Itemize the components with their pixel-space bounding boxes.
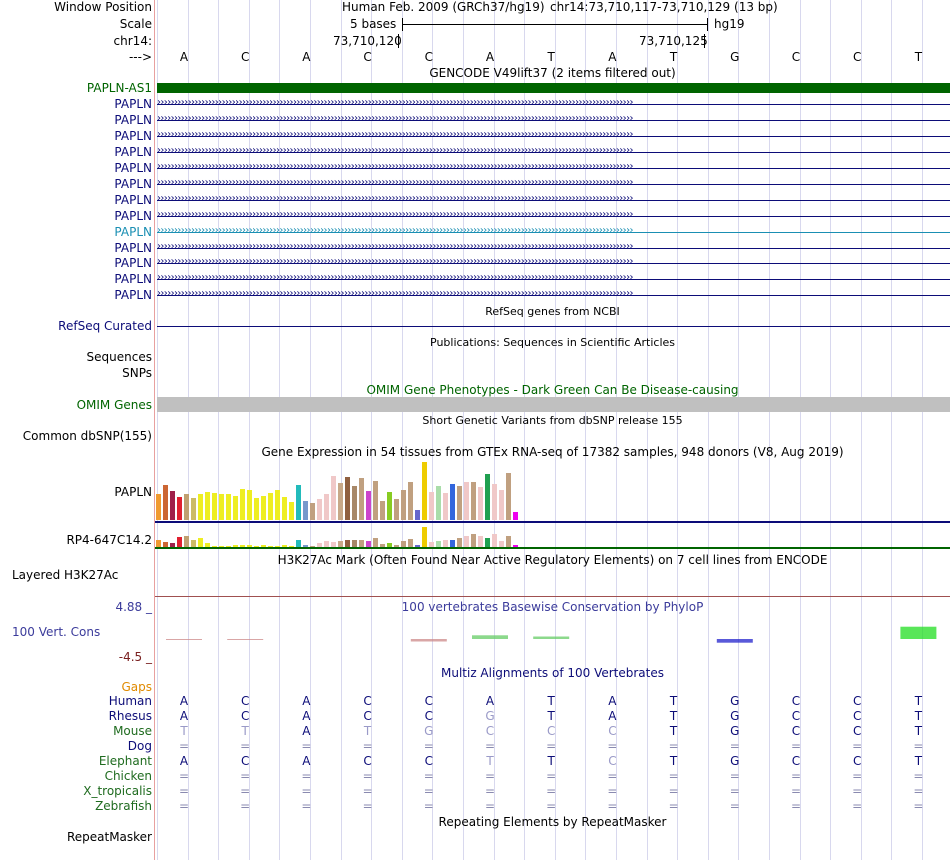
gtex-tissue-bar[interactable]	[296, 540, 301, 547]
publications-title: Publications: Sequences in Scientific Articles	[430, 336, 675, 349]
gtex-papln-baseline	[155, 521, 950, 523]
refseq-title: RefSeq genes from NCBI	[485, 305, 620, 318]
alignment-base: T	[669, 754, 678, 768]
coord-left: 73,710,120	[333, 34, 402, 48]
scale-bar-left-tick	[402, 18, 403, 31]
alignment-base: G	[730, 754, 740, 768]
gtex-tissue-bar[interactable]	[198, 538, 203, 547]
alignment-base: =	[668, 784, 679, 798]
cons-ymax: 4.88 _	[115, 600, 152, 614]
gtex-tissue-bar[interactable]	[226, 494, 231, 520]
strand-arrows: ››››››››››››››››››››››››››››››››››››››››››››››››››››››››››››››››››››››››››››››››››››››››››››››››››››››››››››››››››››››››››››››››››››››››››››	[157, 160, 633, 172]
gtex-tissue-bar[interactable]	[170, 491, 175, 520]
species-label[interactable]: Human	[108, 694, 152, 708]
strand-arrows: ››››››››››››››››››››››››››››››››››››››››››››››››››››››››››››››››››››››››››››››››››››››››››››››››››››››››››››››››››››››››››››››››››››››››››››	[157, 97, 633, 108]
alignment-base: C	[852, 694, 862, 708]
gencode-item-label[interactable]: PAPLN	[114, 256, 152, 271]
scale-label: Scale	[119, 17, 152, 31]
gtex-tissue-bar[interactable]	[499, 490, 504, 520]
gtex-tissue-bar[interactable]	[373, 481, 378, 520]
conservation-score-mark	[411, 639, 447, 642]
alignment-base: C	[608, 754, 617, 768]
db-text: hg19	[714, 17, 745, 31]
alignment-base: C	[363, 709, 372, 723]
alignment-base: C	[485, 724, 495, 738]
alignment-base: G	[730, 724, 740, 738]
gtex-rp4-label[interactable]: RP4-647C14.2	[66, 533, 152, 547]
refseq-line[interactable]	[157, 326, 950, 327]
gtex-rp4-bars[interactable]	[155, 527, 535, 547]
alignment-base: =	[362, 769, 373, 783]
track-area[interactable]	[155, 0, 950, 860]
alignment-base: T	[914, 709, 923, 723]
conservation-label[interactable]: 100 Vert. Cons	[12, 625, 101, 639]
alignment-base: =	[790, 769, 802, 783]
gtex-tissue-bar[interactable]	[282, 497, 287, 520]
alignment-base: C	[791, 724, 801, 738]
gencode-item-label[interactable]: PAPLN	[114, 128, 152, 143]
alignment-base: T	[914, 754, 923, 768]
species-label[interactable]: Mouse	[113, 724, 152, 738]
alignment-base: =	[423, 739, 434, 753]
gtex-tissue-bar[interactable]	[401, 490, 406, 520]
strand-arrows: ››››››››››››››››››››››››››››››››››››››››››››››››››››››››››››››››››››››››››››››››››››››››››››››››››››››››››››››››››››››››››››››››››››››››››››	[157, 192, 633, 204]
gaps-label: Gaps	[121, 680, 152, 694]
alignment-base: =	[301, 799, 312, 813]
scale-bar	[402, 24, 707, 25]
base-letter: T	[547, 50, 555, 64]
alignment-base: =	[546, 739, 557, 753]
alignment-base: =	[607, 739, 618, 753]
chrom-label: chr14:	[113, 34, 152, 48]
alignment-base: =	[852, 799, 863, 813]
strand-arrows: ››››››››››››››››››››››››››››››››››››››››››››››››››››››››››››››››››››››››››››››››››››››››››››››››››››››››››››››››››››››››››››››››››››››››››››	[157, 176, 633, 188]
gtex-tissue-bar[interactable]	[436, 486, 441, 520]
species-label[interactable]: Rhesus	[108, 709, 152, 723]
base-letter: C	[852, 50, 862, 64]
gtex-tissue-bar[interactable]	[373, 538, 378, 547]
alignment-base: A	[302, 754, 311, 768]
repeatmasker-label[interactable]: RepeatMasker	[66, 830, 152, 844]
alignment-base: =	[790, 799, 802, 813]
gtex-tissue-bar[interactable]	[275, 490, 280, 520]
gtex-papln-label[interactable]: PAPLN	[114, 485, 152, 499]
alignment-base: =	[913, 739, 924, 753]
conservation-title: 100 vertebrates Basewise Conservation by PhyloP	[401, 600, 704, 614]
alignment-base: =	[178, 769, 190, 783]
gtex-tissue-bar[interactable]	[177, 537, 182, 547]
gtex-tissue-bar[interactable]	[450, 540, 455, 547]
alignment-base: T	[914, 694, 923, 708]
alignment-base: =	[240, 769, 251, 783]
h3k27ac-title: H3K27Ac Mark (Often Found Near Active Regulatory Elements) on 7 cell lines from ENCODE	[277, 553, 828, 567]
gtex-rp4-baseline	[155, 547, 950, 549]
base-letter: A	[485, 50, 495, 64]
species-label[interactable]: Elephant	[98, 754, 152, 768]
gtex-tissue-bar[interactable]	[387, 492, 392, 520]
strand-arrows: ››››››››››››››››››››››››››››››››››››››››››››››››››››››››››››››››››››››››››››››››››››››››››››››››››››››››››››››››››››››››››››››››››››››››››››	[157, 272, 633, 284]
gtex-tissue-bar[interactable]	[324, 494, 329, 520]
conservation-score-mark	[166, 639, 202, 640]
alignment-base: =	[729, 799, 740, 813]
alignment-base: =	[668, 799, 679, 813]
strand-label: --->	[128, 50, 152, 64]
alignment-base: =	[362, 799, 373, 813]
gtex-tissue-bar[interactable]	[422, 527, 427, 547]
strand-arrows: ››››››››››››››››››››››››››››››››››››››››››››››››››››››››››››››››››››››››››››››››››››››››››››››››››››››››››››››››››››››››››››››››››››››››››››	[157, 128, 633, 140]
gtex-tissue-bar[interactable]	[485, 538, 490, 547]
species-label[interactable]: Dog	[127, 739, 152, 753]
species-label[interactable]: X_tropicalis	[83, 784, 152, 798]
scale-text: 5 bases	[350, 17, 397, 31]
base-letter: G	[730, 50, 740, 64]
gtex-papln-bars[interactable]	[155, 460, 535, 520]
gtex-tissue-bar[interactable]	[191, 540, 196, 547]
gtex-tissue-bar[interactable]	[156, 540, 161, 547]
gtex-tissue-bar[interactable]	[506, 473, 511, 520]
gtex-title: Gene Expression in 54 tissues from GTEx RNA-seq of 17382 samples, 948 donors (V8, Aug 2019)	[261, 445, 844, 459]
base-letter: A	[302, 50, 311, 64]
base-letter: C	[424, 50, 433, 64]
alignment-base: C	[791, 754, 801, 768]
alignment-base: =	[484, 739, 496, 753]
gencode-item-label[interactable]: PAPLN	[114, 208, 152, 223]
gtex-tissue-bar[interactable]	[345, 540, 350, 547]
gtex-tissue-bar[interactable]	[254, 498, 259, 520]
gtex-tissue-bar[interactable]	[450, 484, 455, 520]
repeatmasker-title: Repeating Elements by RepeatMasker	[438, 815, 667, 829]
gencode-item-label[interactable]: PAPLN	[114, 144, 152, 159]
alignment-base: T	[363, 724, 372, 738]
alignment-base: =	[913, 799, 924, 813]
alignment-base: T	[547, 709, 555, 723]
gtex-tissue-bar[interactable]	[191, 498, 196, 520]
alignment-base: =	[607, 769, 618, 783]
gtex-tissue-bar[interactable]	[177, 497, 182, 520]
alignment-base: =	[729, 739, 740, 753]
alignment-base: C	[424, 709, 433, 723]
alignment-base: =	[729, 769, 740, 783]
gtex-tissue-bar[interactable]	[338, 483, 343, 520]
omim-title: OMIM Gene Phenotypes - Dark Green Can Be Disease-causing	[366, 383, 739, 397]
base-letter: A	[179, 50, 189, 64]
alignment-base: T	[547, 694, 555, 708]
alignment-base: T	[180, 724, 188, 738]
gtex-tissue-bar[interactable]	[296, 485, 301, 520]
range-text: chr14:73,710,117-73,710,129 (13 bp)	[550, 0, 778, 14]
gtex-tissue-bar[interactable]	[212, 493, 217, 520]
gtex-tissue-bar[interactable]	[492, 534, 497, 547]
gtex-tissue-bar[interactable]	[233, 496, 238, 520]
gtex-tissue-bar[interactable]	[457, 538, 462, 547]
gtex-tissue-bar[interactable]	[471, 534, 476, 547]
alignment-base: A	[179, 694, 189, 708]
alignment-base: A	[302, 724, 311, 738]
alignment-base: T	[486, 754, 494, 768]
alignment-base: =	[852, 769, 863, 783]
coord-right: 73,710,125	[639, 34, 708, 48]
gencode-item-label[interactable]: PAPLN	[114, 224, 152, 239]
alignment-base: =	[362, 739, 373, 753]
alignment-base: =	[913, 784, 924, 798]
alignment-base: C	[424, 754, 433, 768]
omim-label[interactable]: OMIM Genes	[76, 398, 152, 412]
gtex-tissue-bar[interactable]	[352, 486, 357, 520]
gtex-tissue-bar[interactable]	[359, 540, 364, 547]
assembly-text: Human Feb. 2009 (GRCh37/hg19)	[342, 0, 545, 14]
gtex-tissue-bar[interactable]	[366, 491, 371, 520]
gtex-tissue-bar[interactable]	[478, 536, 483, 547]
gtex-tissue-bar[interactable]	[443, 493, 448, 520]
gtex-tissue-bar[interactable]	[219, 494, 224, 520]
gencode-item-label[interactable]: PAPLN	[114, 192, 152, 207]
alignment-base: C	[852, 724, 862, 738]
gtex-tissue-bar[interactable]	[240, 489, 245, 520]
gtex-tissue-bar[interactable]	[443, 540, 448, 547]
alignment-base: =	[790, 739, 802, 753]
gtex-tissue-bar[interactable]	[464, 536, 469, 547]
conservation-score-mark	[900, 627, 936, 639]
gencode-item-label[interactable]: PAPLN	[114, 112, 152, 127]
gtex-tissue-bar[interactable]	[156, 494, 161, 520]
strand-arrows: ››››››››››››››››››››››››››››››››››››››››››››››››››››››››››››››››››››››››››››››››››››››››››››››››››››››››››››››››››››››››››››››››››››››››››››	[157, 144, 633, 156]
gtex-tissue-bar[interactable]	[394, 499, 399, 520]
gencode-item-label[interactable]: PAPLN	[114, 272, 152, 287]
alignment-base: C	[546, 724, 556, 738]
alignment-base: =	[668, 739, 679, 753]
gtex-tissue-bar[interactable]	[485, 474, 490, 520]
coord-left-tick	[398, 34, 399, 48]
gtex-tissue-bar[interactable]	[317, 499, 322, 520]
alignment-base: T	[669, 694, 678, 708]
alignment-base: A	[179, 709, 189, 723]
alignment-base: C	[240, 709, 250, 723]
strand-arrows: ››››››››››››››››››››››››››››››››››››››››››››››››››››››››››››››››››››››››››››››››››››››››››››››››››››››››››››››››››››››››››››››››››››››››››››	[157, 256, 633, 268]
alignment-base: C	[363, 754, 372, 768]
alignment-base: =	[546, 784, 557, 798]
alignment-base: =	[607, 799, 618, 813]
gencode-title: GENCODE V49lift37 (2 items filtered out)	[429, 66, 676, 80]
coord-right-tick	[704, 34, 705, 48]
species-label[interactable]: Chicken	[104, 769, 152, 783]
alignment-base: =	[362, 784, 373, 798]
gtex-tissue-bar[interactable]	[247, 490, 252, 520]
gtex-tissue-bar[interactable]	[198, 494, 203, 520]
alignment-base: A	[608, 694, 617, 708]
alignment-base: =	[852, 739, 863, 753]
refseq-label[interactable]: RefSeq Curated	[58, 319, 152, 333]
alignment-base: C	[424, 694, 433, 708]
gencode-item-label[interactable]: PAPLN	[114, 97, 152, 111]
gtex-tissue-bar[interactable]	[331, 476, 336, 520]
alignment-base: C	[240, 754, 250, 768]
window-position-label: Window Position	[54, 0, 152, 14]
gencode-transcript-block[interactable]	[157, 83, 950, 93]
dbsnp-label[interactable]: Common dbSNP(155)	[22, 429, 152, 443]
gtex-tissue-bar[interactable]	[352, 540, 357, 547]
alignment-base: =	[546, 769, 557, 783]
gencode-item-label[interactable]: PAPLN	[114, 176, 152, 191]
gtex-tissue-bar[interactable]	[408, 482, 413, 520]
gtex-tissue-bar[interactable]	[422, 462, 427, 520]
h3k27ac-baseline	[155, 596, 950, 597]
alignment-base: =	[240, 799, 251, 813]
alignment-base: T	[241, 724, 249, 738]
alignment-base: C	[791, 709, 801, 723]
alignment-base: =	[178, 739, 190, 753]
species-label[interactable]: Zebrafish	[95, 799, 152, 813]
alignment-base: =	[729, 784, 740, 798]
scale-bar-right-tick	[707, 18, 708, 31]
publications-label[interactable]: Sequences	[86, 350, 152, 364]
alignment-base: =	[668, 769, 679, 783]
base-letter: T	[914, 50, 923, 64]
alignment-base: =	[178, 784, 190, 798]
alignment-base: =	[240, 739, 251, 753]
alignment-base: =	[301, 769, 312, 783]
base-letter: C	[240, 50, 250, 64]
gtex-tissue-bar[interactable]	[380, 501, 385, 520]
gtex-tissue-bar[interactable]	[163, 485, 168, 520]
base-letter: A	[608, 50, 617, 64]
omim-gene-bar[interactable]	[157, 397, 950, 412]
alignment-base: =	[852, 784, 863, 798]
strand-arrows: ››››››››››››››››››››››››››››››››››››››››››››››››››››››››››››››››››››››››››››››››››››››››››››››››››››››››››››››››››››››››››››››››››››››››››››	[157, 288, 633, 300]
gtex-tissue-bar[interactable]	[464, 482, 469, 520]
gtex-tissue-bar[interactable]	[303, 501, 308, 520]
alignment-base: =	[301, 739, 312, 753]
gtex-tissue-bar[interactable]	[415, 510, 420, 520]
gtex-tissue-bar[interactable]	[205, 492, 210, 520]
gtex-tissue-bar[interactable]	[478, 487, 483, 520]
gtex-tissue-bar[interactable]	[289, 502, 294, 520]
base-letter: T	[669, 50, 678, 64]
alignment-base: =	[484, 799, 496, 813]
alignment-base: C	[852, 709, 862, 723]
conservation-score-mark	[717, 639, 753, 643]
track-label-column	[0, 0, 155, 860]
base-letter: C	[791, 50, 801, 64]
strand-arrows: ››››››››››››››››››››››››››››››››››››››››››››››››››››››››››››››››››››››››››››››››››››››››››››››››››››››››››››››››››››››››››››››››››››››››››››	[157, 224, 633, 236]
gencode-item-label[interactable]: PAPLN	[114, 240, 152, 255]
cons-ymin: -4.5 _	[118, 650, 152, 664]
h3k27ac-label[interactable]: Layered H3K27Ac	[12, 568, 119, 582]
gtex-tissue-bar[interactable]	[359, 478, 364, 520]
alignment-base: A	[302, 694, 311, 708]
gtex-tissue-bar[interactable]	[184, 494, 189, 520]
strand-arrows: ››››››››››››››››››››››››››››››››››››››››››››››››››››››››››››››››››››››››››››››››››››››››››››››››››››››››››››››››››››››››››››››››››››››››››››	[157, 208, 633, 220]
alignment-base: =	[240, 784, 251, 798]
gtex-tissue-bar[interactable]	[261, 496, 266, 520]
conservation-score-mark	[472, 635, 508, 639]
alignment-base: A	[302, 709, 311, 723]
snps-label[interactable]: SNPs	[122, 366, 152, 380]
alignment-base: G	[730, 694, 740, 708]
alignment-base: =	[607, 784, 618, 798]
gtex-tissue-bar[interactable]	[471, 482, 476, 520]
gencode-item-label[interactable]: PAPLN	[114, 160, 152, 175]
gtex-tissue-bar[interactable]	[457, 486, 462, 520]
alignment-base: G	[730, 709, 740, 723]
gtex-tissue-bar[interactable]	[513, 512, 518, 520]
alignment-base: =	[790, 784, 802, 798]
alignment-base: C	[608, 724, 617, 738]
alignment-base: =	[178, 799, 190, 813]
alignment-base: T	[669, 724, 678, 738]
gtex-tissue-bar[interactable]	[429, 492, 434, 520]
alignment-base: T	[914, 724, 923, 738]
gtex-tissue-bar[interactable]	[345, 477, 350, 520]
strand-arrows: ››››››››››››››››››››››››››››››››››››››››››››››››››››››››››››››››››››››››››››››››››››››››››››››››››››››››››››››››››››››››››››››››››››››››››››	[157, 112, 633, 124]
alignment-base: C	[240, 694, 250, 708]
multiz-title: Multiz Alignments of 100 Vertebrates	[440, 666, 665, 680]
base-letter: C	[363, 50, 372, 64]
alignment-base: =	[484, 784, 496, 798]
strand-arrows: ››››››››››››››››››››››››››››››››››››››››››››››››››››››››››››››››››››››››››››››››››››››››››››››››››››››››››››››››››››››››››››››››››››››››››››	[157, 240, 633, 252]
alignment-base: =	[423, 799, 434, 813]
alignment-base: A	[179, 754, 189, 768]
gtex-tissue-bar[interactable]	[492, 484, 497, 520]
alignment-base: =	[423, 769, 434, 783]
gencode-item-label[interactable]: PAPLN	[114, 288, 152, 303]
alignment-base: =	[546, 799, 557, 813]
alignment-base: A	[608, 709, 617, 723]
gtex-tissue-bar[interactable]	[310, 503, 315, 520]
alignment-base: =	[484, 769, 496, 783]
alignment-base: A	[485, 694, 495, 708]
gtex-tissue-bar[interactable]	[184, 536, 189, 547]
alignment-base: G	[424, 724, 434, 738]
alignment-base: G	[485, 709, 495, 723]
alignment-base: C	[363, 694, 372, 708]
alignment-base: =	[913, 769, 924, 783]
gtex-tissue-bar[interactable]	[506, 536, 511, 547]
conservation-score-mark	[533, 637, 569, 640]
gtex-tissue-bar[interactable]	[268, 493, 273, 520]
gencode-item-label[interactable]: PAPLN-AS1	[86, 81, 152, 95]
conservation-plot[interactable]	[155, 614, 950, 664]
alignment-base: C	[852, 754, 862, 768]
alignment-base: C	[791, 694, 801, 708]
conservation-score-mark	[227, 639, 263, 640]
alignment-base: T	[669, 709, 678, 723]
alignment-base: T	[547, 754, 555, 768]
gtex-tissue-bar[interactable]	[408, 539, 413, 547]
alignment-base: =	[423, 784, 434, 798]
alignment-base: =	[301, 784, 312, 798]
dbsnp-title: Short Genetic Variants from dbSNP release 155	[422, 414, 683, 427]
